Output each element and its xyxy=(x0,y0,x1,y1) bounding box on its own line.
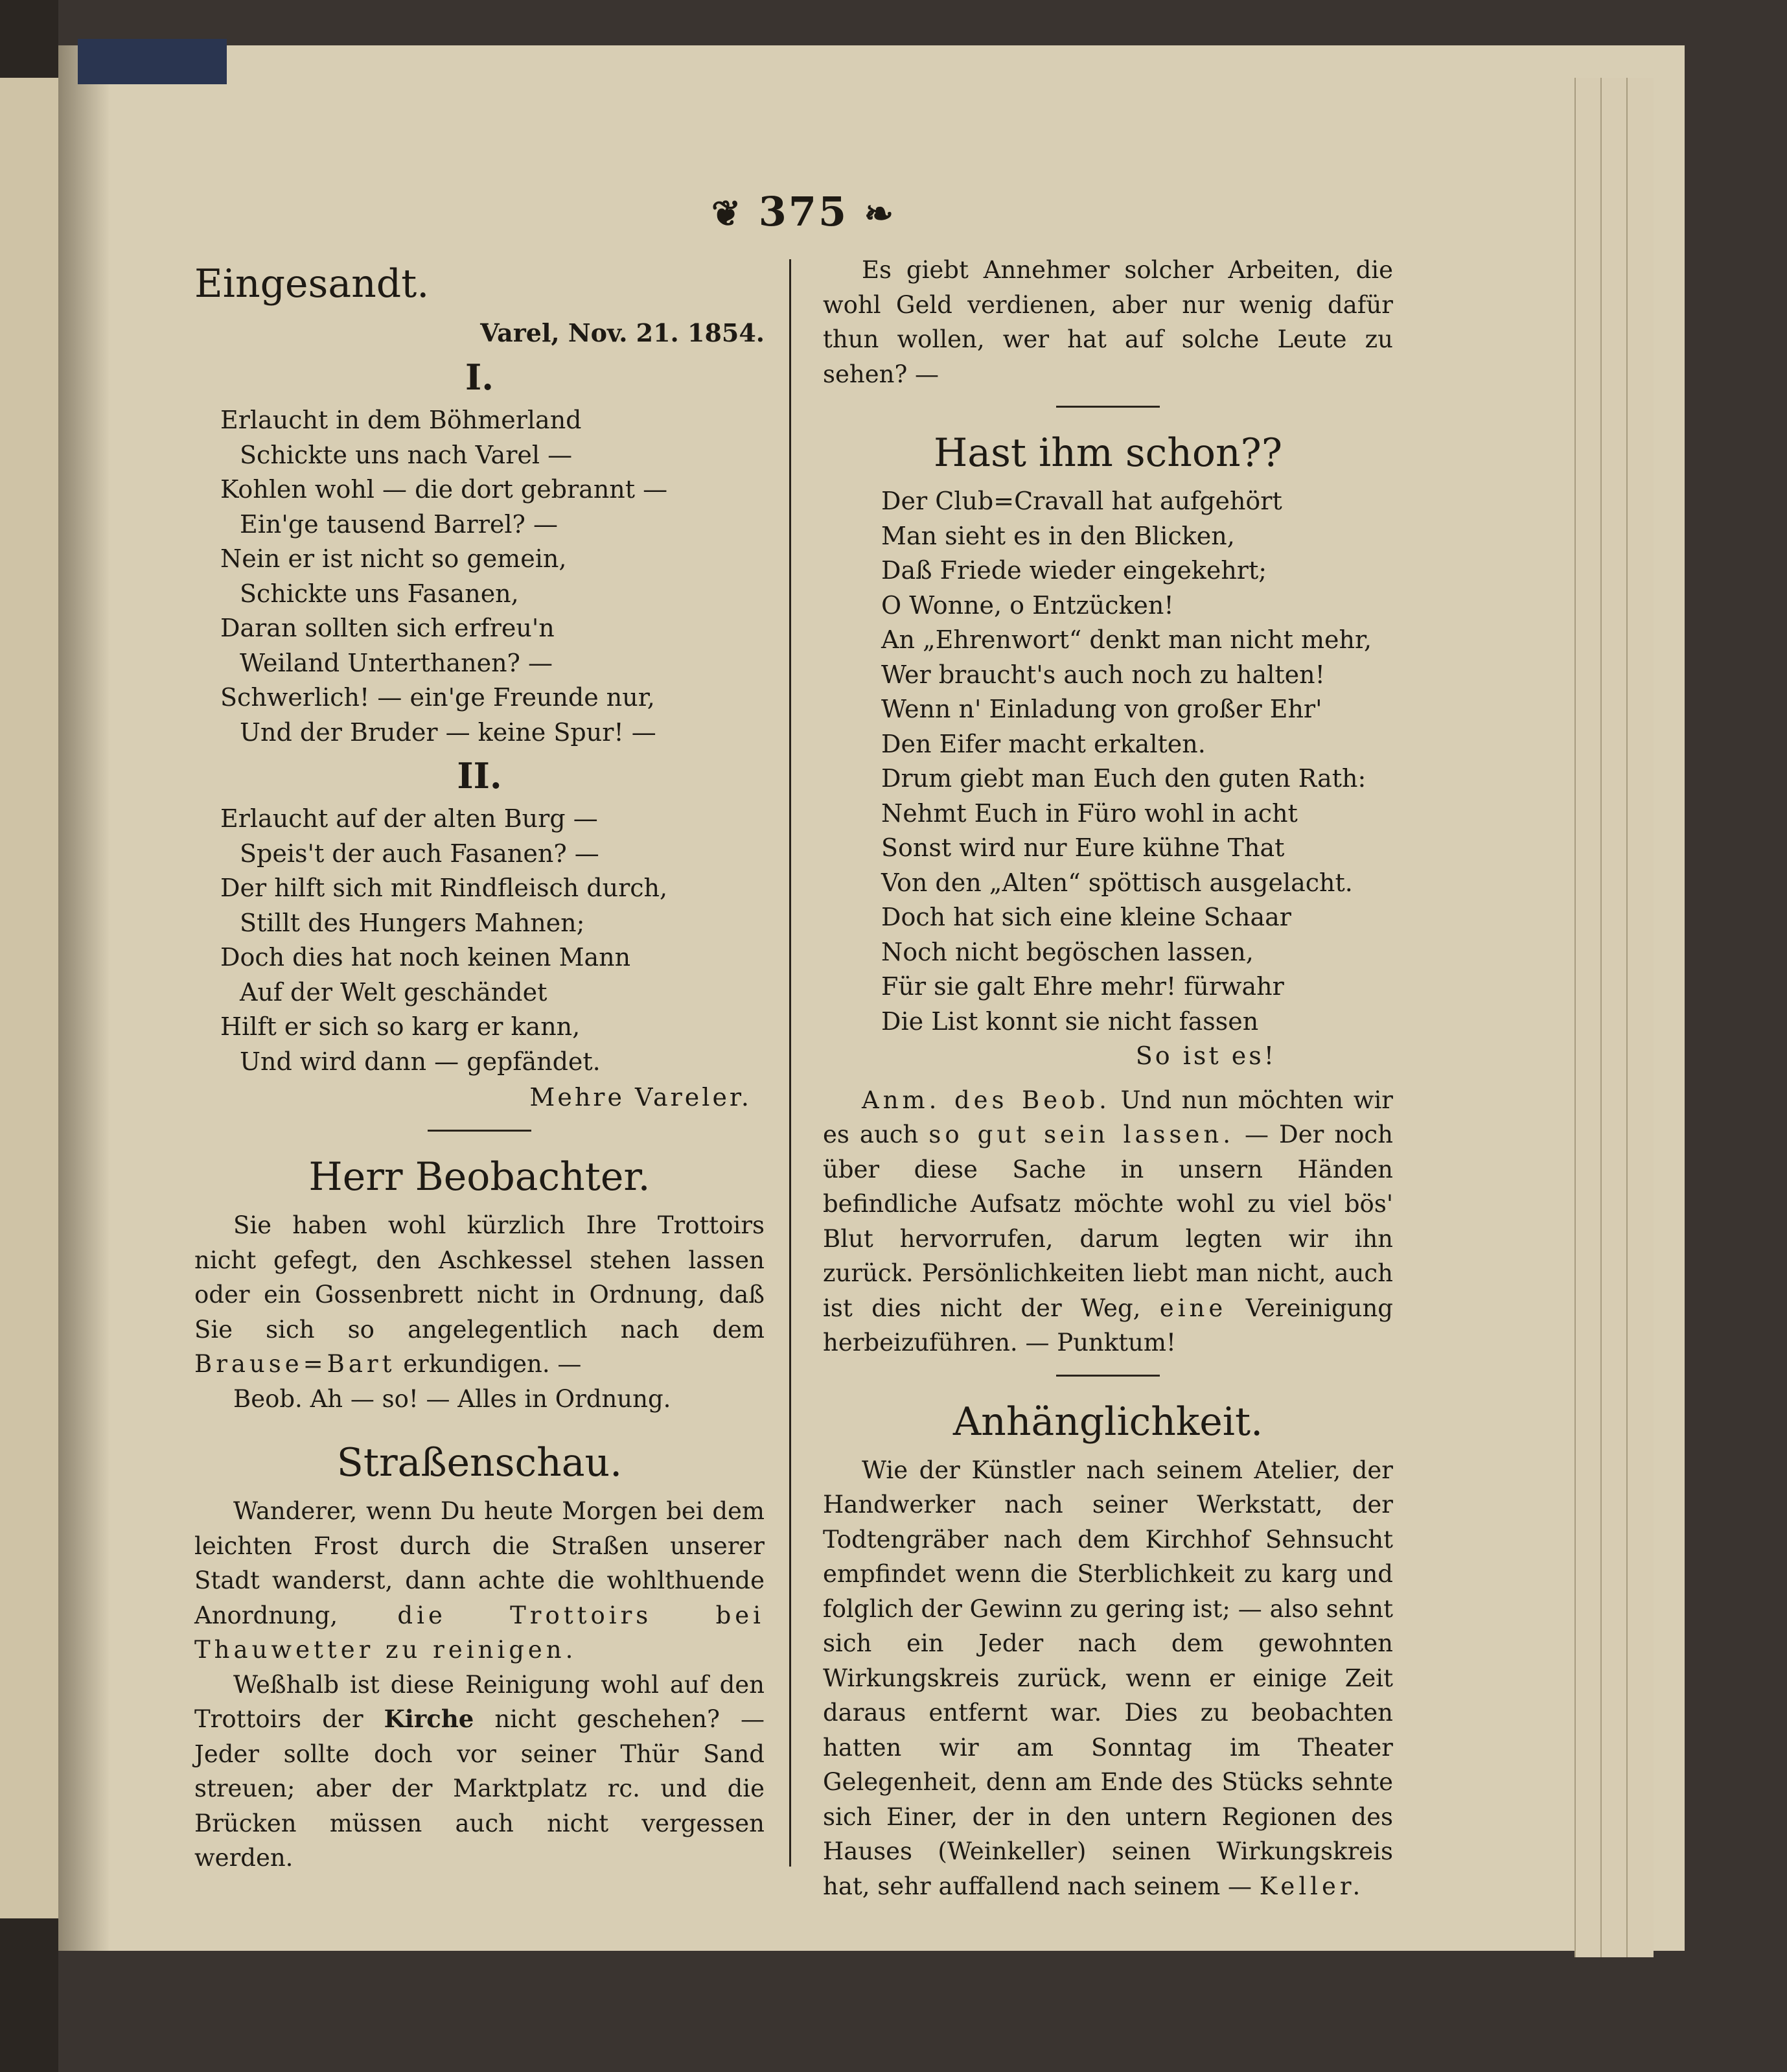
verse-line: Kohlen wohl — die dort gebrannt — xyxy=(220,475,668,504)
verse-line: Schickte uns nach Varel — xyxy=(240,440,573,469)
signature: Mehre Vareler. xyxy=(529,1083,752,1112)
beobachter-reply: Beob. Ah — so! — Alles in Ordnung. xyxy=(233,1384,671,1413)
beobachter-text xyxy=(194,1208,765,1416)
verse-line: Für sie galt Ehre mehr! fürwahr xyxy=(881,972,1284,1001)
verse-line: Drum giebt man Euch den guten Rath: xyxy=(881,764,1366,793)
page-stack-edge xyxy=(1600,78,1628,1957)
poem-part2 xyxy=(194,802,765,1079)
text-run: erkundigen. — xyxy=(395,1350,582,1378)
strassenschau-text xyxy=(194,1494,765,1876)
page-stack-edge xyxy=(1626,78,1654,1957)
text-run-spaced: Anm. des Beob. xyxy=(862,1086,1111,1114)
verse-line: Daß Friede wieder eingekehrt; xyxy=(881,556,1267,585)
verse-line: Und der Bruder — keine Spur! — xyxy=(240,717,656,747)
verse-line: Stillt des Hungers Mahnen; xyxy=(240,908,585,937)
verse-line: Doch dies hat noch keinen Mann xyxy=(220,943,631,972)
text-run: Und nun möchten wir es auch xyxy=(823,1086,1393,1148)
hast-title: Hast ihm schon?? xyxy=(933,430,1282,476)
verse-line: Hilft er sich so karg er kann, xyxy=(220,1012,581,1041)
anhaenglichkeit-title: Anhänglichkeit. xyxy=(952,1399,1263,1445)
beobachter-title: Herr Beobachter. xyxy=(308,1154,651,1200)
verse-line: Doch hat sich eine kleine Schaar xyxy=(881,903,1291,931)
verse-line: O Wonne, o Entzücken! xyxy=(881,590,1174,620)
verse-line: Wenn n' Einladung von großer Ehr' xyxy=(881,695,1322,723)
gutter-shadow xyxy=(58,45,110,1951)
section-rule xyxy=(1056,406,1160,408)
verse-line: Von den „Alten“ spöttisch ausgelacht. xyxy=(881,868,1353,897)
verse-line: Der Club=Cravall hat aufgehört xyxy=(881,487,1282,515)
verse-line: Sonst wird nur Eure kühne That xyxy=(881,833,1285,862)
text-run: Vereinigung herbeizuführen. — Punktum! xyxy=(823,1294,1393,1356)
text-run: Sie haben wohl kürzlich Ihre Trottoirs nicht gefegt, den Aschkessel stehen lassen oder ein Gossenbrett nicht in Ordnung, daß Sie sich so angelegentlich nach dem xyxy=(194,1211,765,1344)
verse-line: Wer braucht's auch noch zu halten! xyxy=(881,660,1325,689)
verse-line: Speis't der auch Fasanen? — xyxy=(240,839,599,868)
text-run-spaced: so gut sein lassen. xyxy=(928,1121,1234,1148)
verse-line: Daran sollten sich erfreu'n xyxy=(220,614,555,642)
page-number: 375 xyxy=(758,188,849,235)
verse-line: Auf der Welt geschändet xyxy=(240,977,548,1007)
verse-line: Und wird dann — gepfändet. xyxy=(240,1047,601,1076)
editor-note xyxy=(823,1083,1393,1360)
text-run-spaced: eine xyxy=(1159,1294,1227,1322)
verse-line: Die List konnt sie nicht fassen xyxy=(881,1007,1259,1036)
binding-strip xyxy=(78,39,227,84)
text-run: Wie der Künstler nach seinem Atelier, der Handwerker nach seiner Werkstatt, der Todtengräber nach dem Kirchhof Sehnsucht empfindet wenn die Sterblichkeit zu karg und folglich der Gewinn zu gering ist; — also sehnt sich ein Jeder nach dem gewohnten Wirkungskreis zurück, wenn er einige Zeit daraus entfernt war. Dies zu beobachten hatten wir am Sonntag im Theater Gelegenheit, denn am Ende des Stücks sehnte sich Einer, der in den untern Regionen des Hauses (Weinkeller) seinen Wirkungskreis hat, sehr auffallend nach seinem — xyxy=(823,1456,1393,1900)
text-run-spaced: Keller. xyxy=(1259,1872,1365,1900)
part2-label: II. xyxy=(457,755,502,797)
verse-line: Erlaucht auf der alten Burg — xyxy=(220,804,598,833)
page-stack-edge xyxy=(1574,78,1602,1957)
verse-line: An „Ehrenwort“ denkt man nicht mehr, xyxy=(881,625,1372,654)
verse-line: Erlaucht in dem Böhmerland xyxy=(220,406,582,434)
ornament-right-icon: ❧ xyxy=(864,192,896,234)
text-run: Wanderer, wenn Du heute Morgen bei dem leichten Frost durch die Straßen unserer Stadt wanderst, dann achte die wohlthuende Anordnung, xyxy=(194,1497,765,1629)
column-divider xyxy=(789,259,791,1867)
eingesandt-title: Eingesandt. xyxy=(194,261,430,307)
text-run-spaced: die Trottoirs bei Thauwetter zu reinigen. xyxy=(194,1601,765,1664)
text-run-spaced: Brause=Bart xyxy=(194,1350,396,1378)
verse-line: Der hilft sich mit Rindfleisch durch, xyxy=(220,874,668,902)
verse-line: Nein er ist nicht so gemein, xyxy=(220,544,567,573)
intro-paragraph: Es giebt Annehmer solcher Arbeiten, die wohl Geld verdienen, aber nur wenig dafür thun wollen, wer hat auf solche Leute zu sehen? — xyxy=(823,256,1393,388)
verse-line: Man sieht es in den Blicken, xyxy=(881,521,1235,550)
verse-line: Ein'ge tausend Barrel? — xyxy=(240,509,558,539)
poem-part1 xyxy=(194,403,765,750)
intro-text xyxy=(823,253,1393,391)
part1-label: I. xyxy=(465,356,494,398)
poem-ending: So ist es! xyxy=(1135,1042,1276,1070)
text-run: Weßhalb ist diese Reinigung wohl auf den Trottoirs der xyxy=(194,1670,765,1733)
verse-line: Schwerlich! — ein'ge Freunde nur, xyxy=(220,683,655,712)
anhaenglichkeit-text xyxy=(823,1453,1393,1904)
left-column xyxy=(194,253,765,1876)
verse-line: Nehmt Euch in Füro wohl in acht xyxy=(881,798,1298,828)
verse-line: Den Eifer macht erkalten. xyxy=(881,729,1206,758)
ornament-left-icon: ❦ xyxy=(711,192,743,234)
section-rule xyxy=(428,1130,531,1132)
page-header xyxy=(194,188,1412,235)
strassenschau-title: Straßenschau. xyxy=(336,1440,623,1485)
text-run-bold: Kirche xyxy=(384,1705,474,1733)
text-run: nicht geschehen? — Jeder sollte doch vor seiner Thür Sand streuen; aber der Marktplatz rc. und die Brücken müssen auch nicht vergessen werden. xyxy=(194,1705,765,1872)
hast-poem xyxy=(823,484,1393,1039)
verse-line: Schickte uns Fasanen, xyxy=(240,579,519,608)
verse-line: Weiland Unterthanen? — xyxy=(240,648,553,677)
verse-line: Noch nicht begöschen lassen, xyxy=(881,937,1254,966)
right-column xyxy=(823,253,1393,1903)
text-run: — Der noch über diese Sache in unsern Händen befindliche Aufsatz möchte wohl zu viel bös' Blut hervorrufen, darum legten wir ihn zurück. Persönlichkeiten liebt man nicht, auch ist dies nicht der Weg, xyxy=(823,1121,1393,1322)
page-content xyxy=(194,169,1412,1900)
dateline: Varel, Nov. 21. 1854. xyxy=(480,318,765,347)
section-rule xyxy=(1056,1375,1160,1377)
